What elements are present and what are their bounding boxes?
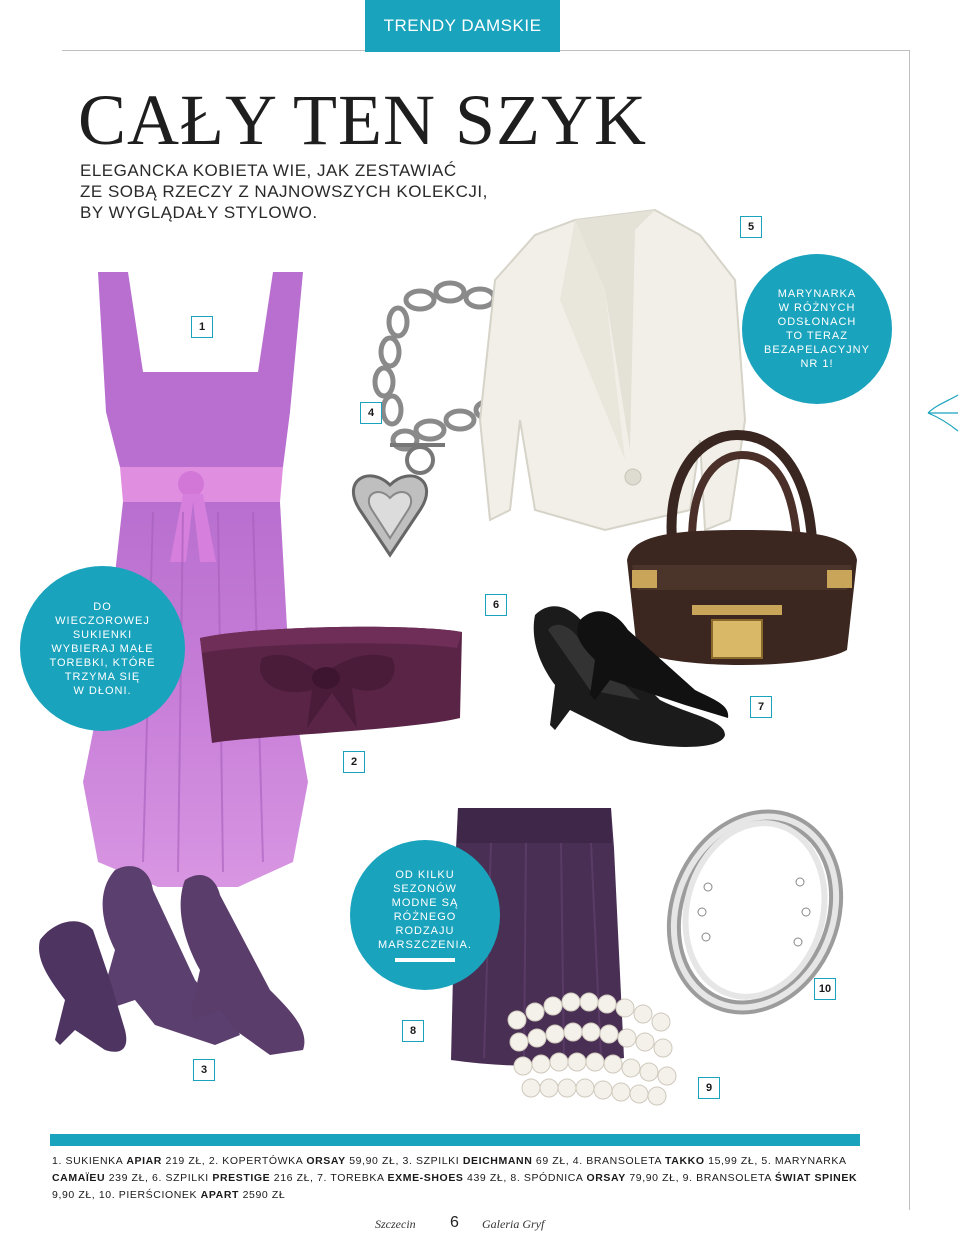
caption-item: 9. BRANSOLETA ŚWIAT SPINEK 9,90 ZŁ,	[52, 1172, 858, 1201]
callout-line: SEZONÓW	[393, 883, 457, 895]
subtitle-line: ELEGANCKA KOBIETA WIE, JAK ZESTAWIAĆ	[80, 161, 457, 180]
callout-line: TO TERAZ	[786, 330, 848, 342]
callout-line: SUKIENKI	[72, 628, 133, 641]
callout-line: DO	[93, 600, 112, 613]
section-tab: TRENDY DAMSKIE	[365, 0, 560, 52]
caption-rule	[50, 1134, 860, 1146]
black-pumps-image	[510, 590, 730, 770]
item-number-badge: 4	[360, 402, 382, 424]
callout-line: TRZYMA SIĘ	[64, 670, 141, 683]
callout-rule	[395, 958, 455, 962]
page-footer	[0, 1214, 960, 1234]
clutch-image	[192, 618, 472, 748]
callout-clutch	[20, 566, 185, 731]
callout-line: WYBIERAJ MAŁE	[51, 642, 154, 655]
caption-item: 1. SUKIENKA APIAR 219 ZŁ,	[52, 1155, 209, 1167]
callout-line: RÓŻNEGO	[393, 911, 457, 923]
item-number-badge: 8	[402, 1020, 424, 1042]
item-number-badge: 1	[191, 316, 213, 338]
item-number-badge: 3	[193, 1059, 215, 1081]
item-number-badge: 10	[814, 978, 836, 1000]
footer-city: Szczecin	[375, 1217, 416, 1231]
callout-line: MARSZCZENIA.	[378, 939, 472, 951]
callout-skirt	[350, 840, 500, 990]
item-number-badge: 9	[698, 1077, 720, 1099]
page-number: 6	[450, 1214, 459, 1231]
item-number-badge: 6	[485, 594, 507, 616]
page-title: CAŁY TEN SZYK	[78, 80, 647, 160]
pin-icon	[926, 393, 960, 438]
item-number-badge: 2	[343, 751, 365, 773]
item-number-badge: 5	[740, 216, 762, 238]
item-number-badge: 7	[750, 696, 772, 718]
callout-line: TOREBKI, KTÓRE	[49, 656, 156, 669]
callout-line: W RÓŻNYCH	[778, 302, 856, 314]
price-caption	[52, 1153, 862, 1204]
callout-line: MODNE SĄ	[391, 897, 459, 909]
purple-pumps-image	[35, 860, 305, 1060]
frame-right-rule	[909, 50, 910, 1210]
callout-line: W DŁONI.	[73, 684, 132, 697]
callout-line: ODSŁONACH	[777, 316, 857, 328]
caption-item: 7. TOREBKA EXME-SHOES 439 ZŁ,	[317, 1172, 511, 1184]
caption-item: 3. SZPILKI DEICHMANN 69 ZŁ,	[402, 1155, 573, 1167]
subtitle-line: BY WYGLĄDAŁY STYLOWO.	[80, 203, 318, 222]
callout-jacket	[742, 254, 892, 404]
callout-line: BEZAPELACYJNY	[764, 344, 870, 356]
caption-item: 6. SZPILKI PRESTIGE 216 ZŁ,	[152, 1172, 318, 1184]
caption-item: 4. BRANSOLETA TAKKO 15,99 ZŁ,	[572, 1155, 762, 1167]
callout-line: RODZAJU	[395, 925, 455, 937]
callout-line: MARYNARKA	[777, 288, 857, 300]
caption-item: 5. MARYNARKA CAMAÏEU 239 ZŁ,	[52, 1155, 847, 1184]
callout-line: NR 1!	[800, 358, 834, 370]
caption-item: 2. KOPERTÓWKA ORSAY 59,90 ZŁ,	[208, 1155, 403, 1167]
caption-item: 10. PIERŚCIONEK APART 2590 ZŁ	[98, 1189, 286, 1201]
footer-publication: Galeria Gryf	[482, 1217, 545, 1231]
callout-line: OD KILKU	[395, 869, 455, 881]
subtitle-line: ZE SOBĄ RZECZY Z NAJNOWSZYCH KOLEKCJI,	[80, 182, 488, 201]
callout-line: WIECZOROWEJ	[55, 614, 150, 627]
caption-item: 8. SPÓDNICA ORSAY 79,90 ZŁ,	[510, 1172, 683, 1184]
